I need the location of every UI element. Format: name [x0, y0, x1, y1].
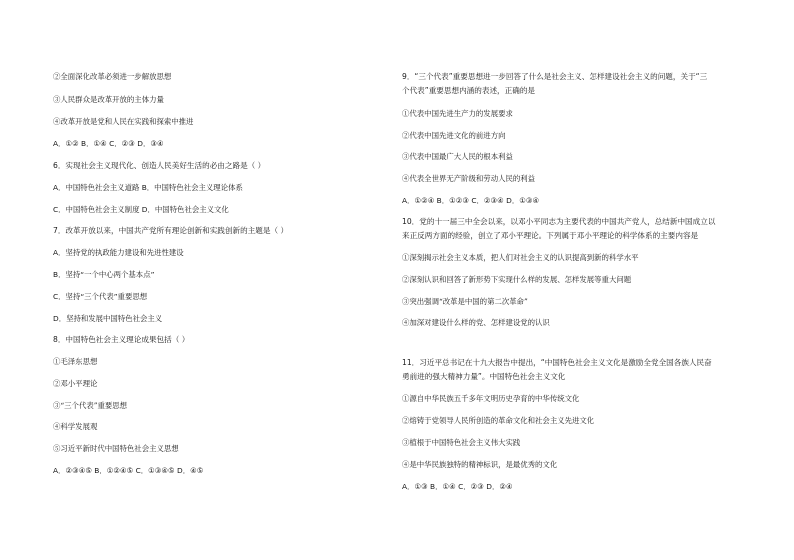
- question-9-cont: 个代表”重要思想内涵的表述，正确的是: [402, 86, 536, 95]
- option-text: ③突出强调“改革是中国的第二次革命”: [402, 297, 528, 306]
- option-text: ②深刻认识和回答了新形势下实现什么样的发展、怎样发展等重大问题: [402, 275, 632, 284]
- option-text: ③人民群众是改革开放的主体力量: [53, 95, 164, 104]
- option-text: ④改革开放是党和人民在实践和探索中推进: [53, 117, 194, 126]
- question-11-cont: 勇前进的强大精神力量”。中国特色社会主义文化: [402, 372, 566, 381]
- question-6: 6．实现社会主义现代化、创造人民美好生活的必由之路是（ ）: [53, 161, 266, 170]
- question-7: 7．改革开放以来，中国共产党所有理论创新和实践创新的主题是（ ）: [53, 226, 289, 235]
- question-10-cont: 来正反两方面的经验，创立了邓小平理论。下列属于邓小平理论的科学体系的主要内容是: [402, 231, 699, 240]
- option-text: ②邓小平理论: [53, 379, 98, 388]
- option-text: ③“三个代表”重要思想: [53, 401, 128, 410]
- question-9: 9．“三个代表”重要思想进一步回答了什么是社会主义、怎样建设社会主义的问题，关于“三: [402, 72, 708, 81]
- option-text: ②全面深化改革必须进一步解放思想: [53, 72, 172, 81]
- option-text: ②熔铸于党领导人民所创造的革命文化和社会主义先进文化: [402, 416, 595, 425]
- option-text: ②代表中国先进文化的前进方向: [402, 131, 506, 140]
- answer-choice: C．坚持“三个代表”重要思想: [53, 292, 148, 301]
- option-text: ④代表全世界无产阶级和劳动人民的利益: [402, 174, 536, 183]
- option-text: ④是中华民族独特的精神标识，是最优秀的文化: [402, 460, 558, 469]
- answer-choices: A．②③④⑤ B．①②④⑤ C．①③④⑤ D．④⑤: [53, 466, 204, 475]
- answer-choice: B．坚持“一个中心两个基本点”: [53, 270, 155, 279]
- answer-choice: A．坚持党的执政能力建设和先进性建设: [53, 248, 184, 257]
- answer-choices: A．中国特色社会主义道路 B．中国特色社会主义理论体系: [53, 183, 243, 192]
- answer-choices: A．①②④ B．①②③ C．②③④ D．①③④: [402, 196, 540, 205]
- answer-choice: D．坚持和发展中国特色社会主义: [53, 314, 163, 323]
- answer-choices: C．中国特色社会主义制度 D．中国特色社会主义文化: [53, 205, 229, 214]
- option-text: ⑤习近平新时代中国特色社会主义思想: [53, 444, 179, 453]
- option-text: ④科学发展观: [53, 422, 98, 431]
- option-text: ①深刻揭示社会主义本质，把人们对社会主义的认识提高到新的科学水平: [402, 253, 639, 262]
- option-text: ③植根于中国特色社会主义伟大实践: [402, 438, 521, 447]
- question-11: 11．习近平总书记在十九大报告中提出，“中国特色社会主义文化是激励全党全国各族人民奋: [402, 358, 712, 367]
- question-10: 10．党的十一届三中全会以来，以邓小平同志为主要代表的中国共产党人，总结新中国成立以: [402, 217, 716, 226]
- option-text: ①代表中国先进生产力的发展要求: [402, 109, 513, 118]
- option-text: ④加深对建设什么样的党、怎样建设党的认识: [402, 318, 550, 327]
- option-text: ③代表中国最广大人民的根本利益: [402, 152, 513, 161]
- answer-choices: A．①③ B．①④ C．②③ D．②④: [402, 482, 513, 491]
- answer-choices: A．①② B．①④ C．②③ D．③④: [53, 139, 164, 148]
- option-text: ①源自中华民族五千多年文明历史孕育的中华传统文化: [402, 394, 580, 403]
- option-text: ①毛泽东思想: [53, 357, 98, 366]
- question-8: 8．中国特色社会主义理论成果包括（ ）: [53, 335, 190, 344]
